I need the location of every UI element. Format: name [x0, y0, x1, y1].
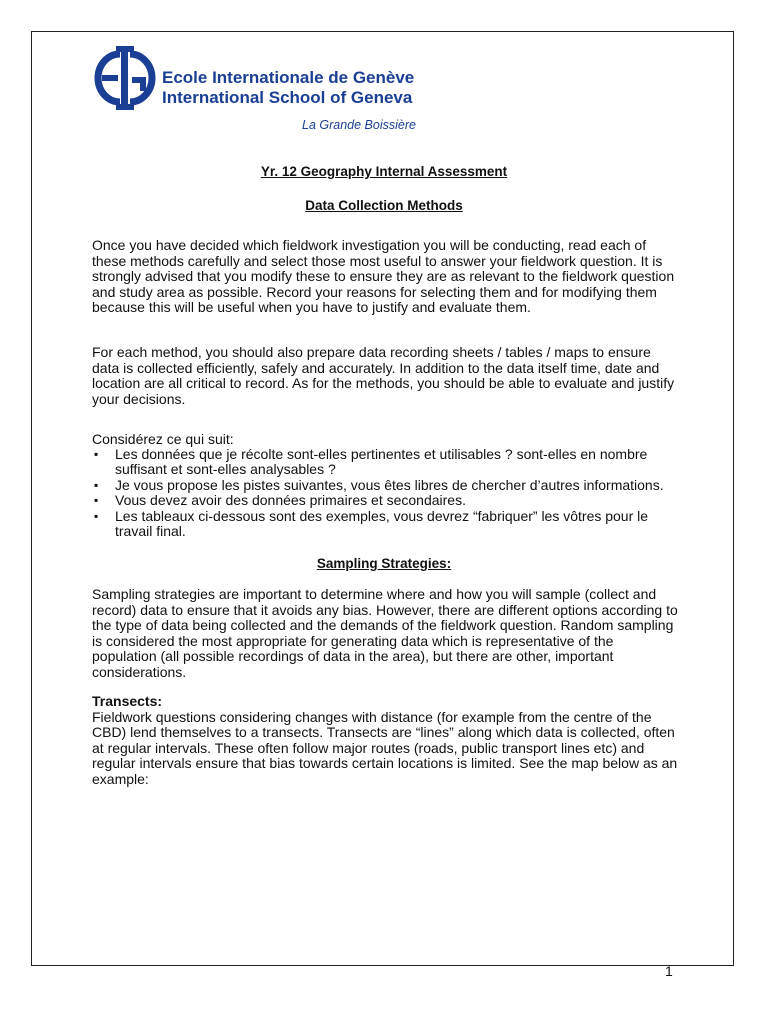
intro-p2-text: For each method, you should also prepare data recording sheets / tables / maps to ensure data is collected efficiently, safely and accurately. In addition to the data itself time, date and location are all critical to record. As for the methods, you should be able to evaluate and justify your decisions.	[92, 344, 675, 407]
campus-name: La Grande Boissière	[302, 118, 416, 132]
list-item: ▪ Les tableaux ci-dessous sont des exemples, vous devrez “fabriquer” les vôtres pour le travail final.	[92, 509, 682, 540]
sampling-title: Sampling Strategies:	[316, 556, 452, 571]
methods-title: Data Collection Methods	[305, 198, 463, 213]
list-item: ▪ Vous devez avoir des données primaires et secondaires.	[92, 493, 682, 508]
sampling-p1-text: Sampling strategies are important to determine where and how you will sample (collect and record) data to ensure that it avoids any bias. However, there are different options according to the type of data being collected and the demands of the fieldwork question. Random sampling is considered the most appropriate for generating data which is representative of the population (all possible recordings of data in the area), but there are other, important considerations.	[92, 586, 678, 680]
eig-logo-icon	[92, 44, 156, 112]
intro-paragraph-2	[92, 345, 680, 407]
assessment-title: Yr. 12 Geography Internal Assessment	[260, 164, 508, 179]
list-item: ▪ Les données que je récolte sont-elles pertinentes et utilisables ? sont-elles en nombre suffisant et sont-elles analysables ?	[92, 447, 682, 478]
school-name-en: International School of Geneva	[162, 88, 413, 107]
sampling-paragraph	[92, 587, 680, 681]
list-item: ▪ Je vous propose les pistes suivantes, vous êtes libres de chercher d’autres informations.	[92, 478, 682, 493]
consider-lead: Considérez ce qui suit:	[92, 431, 234, 447]
school-name	[162, 68, 414, 108]
transects-p1-text: Fieldwork questions considering changes with distance (for example from the centre of the CBD) lend themselves to a transects. Transects are “lines” along which data is collected, often at regular intervals. These often follow major routes (roads, public transport lines etc) and regular intervals ensure that bias towards certain locations is limited. See the map below as an example:	[92, 708, 678, 787]
intro-p1-text: Once you have decided which fieldwork investigation you will be conducting, read each of these methods carefully and select those most useful to answer your fieldwork question. It is strongly advised that you modify these to ensure they are as relevant to the fieldwork question and study area as possible. Record your reasons for selecting them and for modifying them because this will be useful when you have to justify and evaluate them.	[92, 237, 675, 316]
intro-paragraph-1	[92, 238, 680, 316]
page-number: 1	[665, 963, 673, 979]
consider-list	[92, 447, 682, 539]
transects-heading: Transects:	[92, 693, 163, 709]
transects-section	[92, 694, 680, 788]
school-name-fr: Ecole Internationale de Genève	[162, 68, 415, 87]
